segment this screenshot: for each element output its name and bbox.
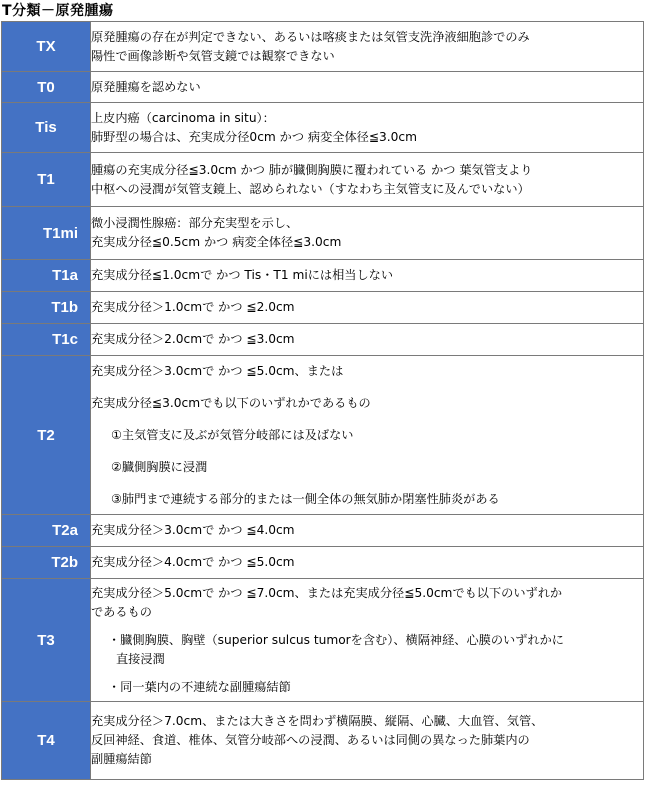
table-row: [2, 207, 644, 260]
table-row: [2, 356, 644, 515]
table-row: [2, 515, 644, 547]
category-cell: T1mi: [2, 207, 91, 260]
table-row: [2, 72, 644, 103]
description-line: 充実成分径＞2.0cmで かつ ≦3.0cm: [91, 332, 295, 346]
description-line: 充実成分径≦1.0cmで かつ Tis・T1 miには相当しない: [91, 268, 394, 282]
description-cell: [91, 153, 644, 207]
description-line: 副腫瘍結節: [91, 752, 152, 766]
description-line: 充実成分径＞7.0cm、または大きさを問わず横隔膜、縦隔、心臓、大血管、気管、: [91, 714, 544, 728]
description-cell: [91, 72, 644, 103]
table-row: [2, 153, 644, 207]
description-line: 充実成分径≦3.0cmでも以下のいずれかであるもの: [91, 395, 371, 410]
description-cell: [91, 579, 644, 702]
table-row: [2, 324, 644, 356]
table-row: [2, 260, 644, 292]
description-line: 腫瘍の充実成分径≦3.0cm かつ 肺が臓側胸膜に覆われている かつ 葉気管支より: [91, 162, 533, 177]
description-line: 原発腫瘍の存在が判定できない、あるいは喀痰または気管支洗浄液細胞診でのみ: [91, 29, 530, 44]
category-cell: Tis: [2, 103, 91, 153]
description-cell: [91, 356, 644, 515]
table-row: [2, 579, 644, 702]
category-cell: T0: [2, 72, 91, 103]
description-line: 陽性で画像診断や気管支鏡では観察できない: [91, 48, 335, 63]
description-line: 充実成分径＞5.0cmで かつ ≦7.0cm、または充実成分径≦5.0cmでも以下のいずれか: [91, 585, 563, 600]
description-line: ②臓側胸膜に浸潤: [111, 459, 208, 474]
table-row: [2, 22, 644, 72]
description-line: ・臓側胸膜、胸壁（superior sulcus tumorを含む）、横隔神経、心膜のいずれかに: [108, 632, 564, 647]
description-line: 上皮内癌（carcinoma in situ）：: [91, 110, 275, 125]
description-cell: [91, 292, 644, 324]
table-row: [2, 292, 644, 324]
description-cell: [91, 22, 644, 72]
table-row: [2, 702, 644, 780]
description-line: 充実成分径＞3.0cmで かつ ≦5.0cm、または: [91, 363, 344, 378]
description-line: 充実成分径＞1.0cmで かつ ≦2.0cm: [91, 300, 295, 314]
description-line: であるもの: [91, 604, 152, 619]
description-cell: [91, 702, 644, 780]
category-cell: T1c: [2, 324, 91, 356]
category-cell: T1: [2, 153, 91, 207]
description-line: 中枢への浸潤が気管支鏡上、認められない（すなわち主気管支に及んでいない）: [91, 181, 530, 196]
category-cell: T4: [2, 702, 91, 780]
description-cell: [91, 515, 644, 547]
description-line: 反回神経、食道、椎体、気管分岐部への浸潤、あるいは同側の異なった肺葉内の: [91, 733, 530, 747]
description-line: ①主気管支に及ぶが気管分岐部には及ばない: [111, 427, 354, 442]
table-row: [2, 103, 644, 153]
table-row: [2, 547, 644, 579]
description-line: ③肺門まで連続する部分的または一側全体の無気肺か閉塞性肺炎がある: [111, 491, 500, 506]
category-cell: T3: [2, 579, 91, 702]
description-line: 肺野型の場合は、充実成分径0cm かつ 病変全体径≦3.0cm: [91, 129, 417, 144]
description-line: 直接浸潤: [116, 651, 165, 666]
category-cell: T2a: [2, 515, 91, 547]
category-cell: T2b: [2, 547, 91, 579]
description-line: 原発腫瘍を認めない: [91, 79, 201, 94]
description-line: 充実成分径＞3.0cmで かつ ≦4.0cm: [91, 523, 295, 537]
t-classification-table: [1, 21, 644, 780]
category-cell: T1b: [2, 292, 91, 324]
description-line: 充実成分径≦0.5cm かつ 病変全体径≦3.0cm: [91, 235, 342, 249]
page-title: T分類－原発腫瘍: [2, 3, 114, 19]
description-line: ・同一葉内の不連続な副腫瘍結節: [108, 679, 291, 694]
description-line: 微小浸潤性腺癌：部分充実型を示し、: [91, 216, 299, 230]
category-cell: T1a: [2, 260, 91, 292]
description-cell: [91, 207, 644, 260]
description-cell: [91, 547, 644, 579]
description-line: 充実成分径＞4.0cmで かつ ≦5.0cm: [91, 555, 295, 569]
description-cell: [91, 324, 644, 356]
description-cell: [91, 103, 644, 153]
category-cell: T2: [2, 356, 91, 515]
description-cell: [91, 260, 644, 292]
category-cell: TX: [2, 22, 91, 72]
